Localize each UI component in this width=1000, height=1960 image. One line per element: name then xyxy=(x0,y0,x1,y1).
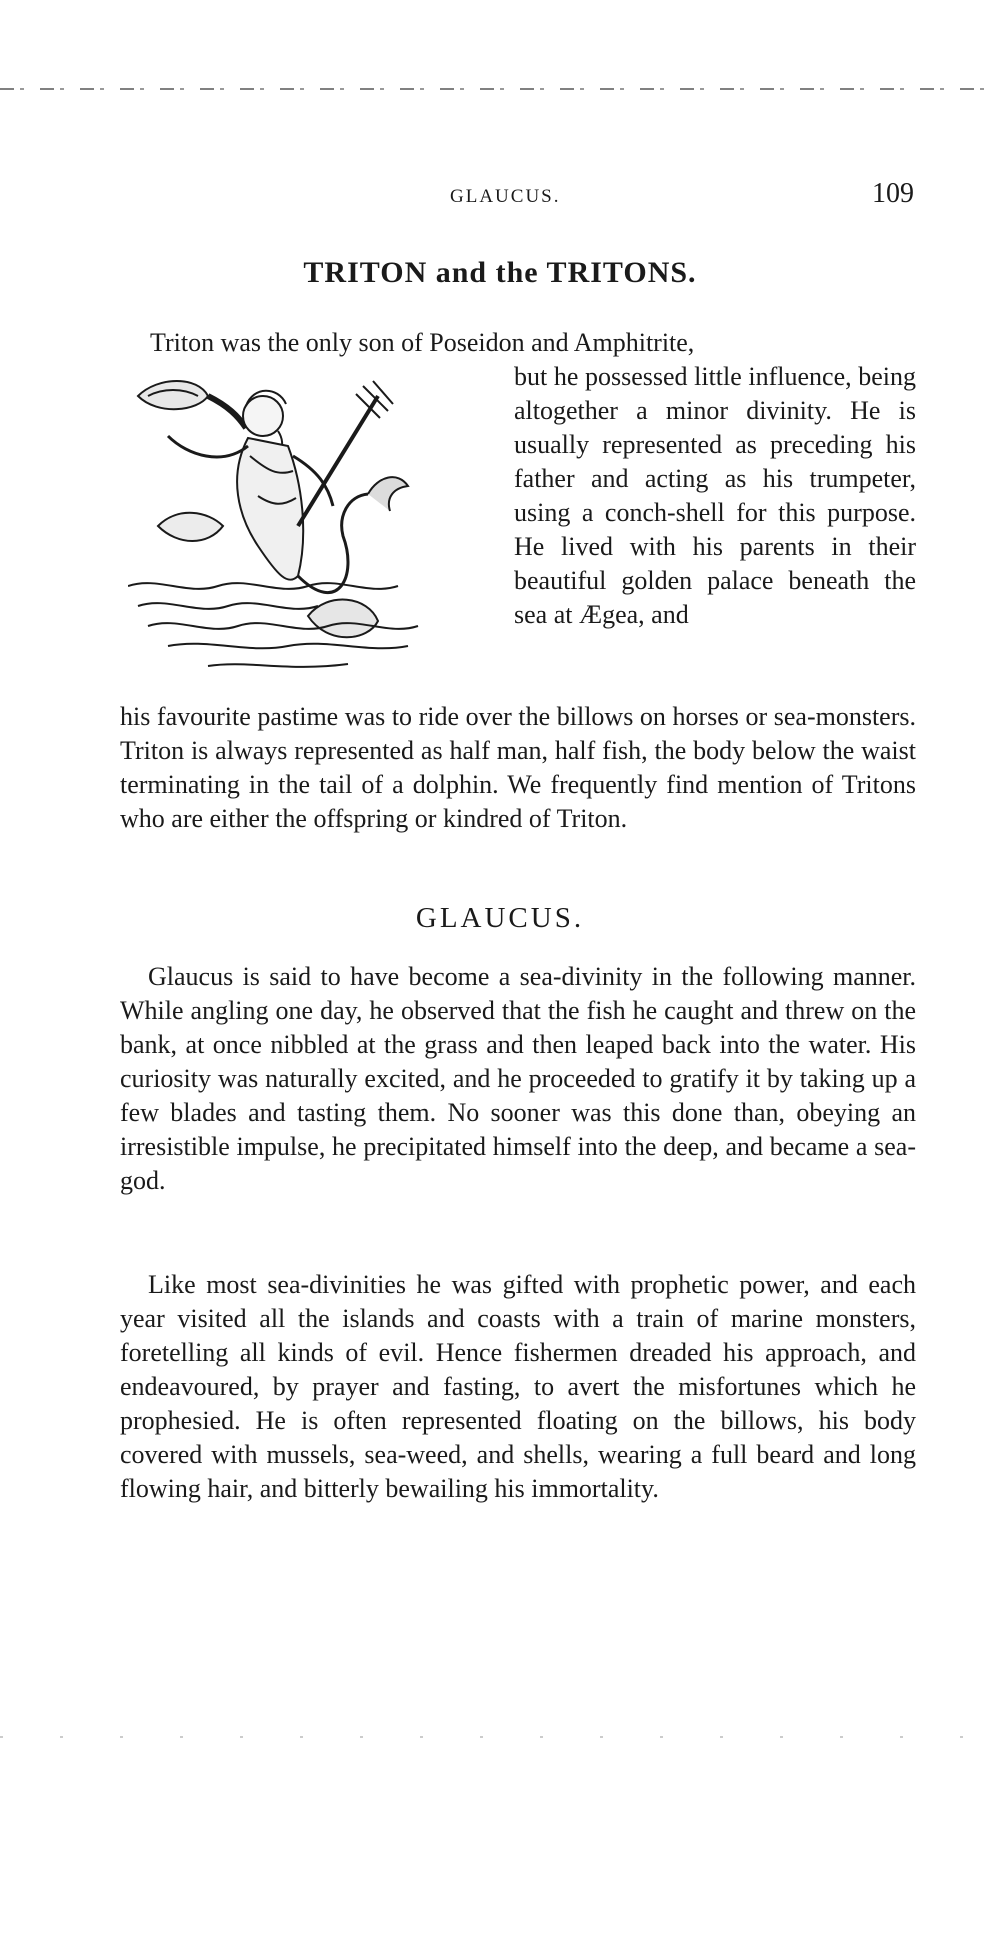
glaucus-paragraph-2: Like most sea-divinities he was gifted with prophetic power, and each year visited all the islands and coasts with a train of marine monsters, foretelling all kinds of evil. Hence fishermen dreaded his approach, and endeavoured, by prayer and fasting, to avert the misfortunes which he prophesied. He is often represented floating on the billows, his body covered with mussels, sea-weed, and shells, wearing a full beard and long flowing hair, and bitterly bewailing his immortality. xyxy=(120,1270,916,1503)
page-number: 109 xyxy=(872,178,914,209)
scan-edge-top xyxy=(0,88,1000,90)
scan-edge-bottom xyxy=(0,1736,1000,1738)
triton-intro-line: Triton was the only son of Poseidon and Amphitrite, xyxy=(150,328,695,357)
section-title-glaucus: GLAUCUS. xyxy=(415,902,585,934)
section-title-triton: TRITON and the TRITONS. xyxy=(303,256,697,289)
triton-wrapped-text: but he possessed little influence, being altogether a minor divinity. He is usually represented as preceding his father and acting as his trumpeter, using a conch-shell for this purpose. He lived with his parents in their beautiful golden palace beneath the sea at Ægea, and xyxy=(514,362,916,629)
triton-engraving-icon xyxy=(128,376,488,686)
triton-continuation: his favourite pastime was to ride over the billows on horses or sea-monsters. Triton is always represented as half man, half fish, the body below the waist terminating in the tail of a dolphin. We frequently find mention of Tritons who are either the offspring or kindred of Triton. xyxy=(120,702,916,833)
glaucus-paragraph-1: Glaucus is said to have become a sea-divinity in the following manner. While angling one day, he observed that the fish he caught and threw on the bank, at once nibbled at the grass and then leaped back into the water. His curiosity was naturally excited, and he proceeded to gratify it by taking up a few blades and tasting them. No sooner was this done than, obeying an irresistible impulse, he precipitated himself into the deep, and became a sea-god. xyxy=(120,962,916,1195)
running-head: GLAUCUS. xyxy=(450,186,561,207)
